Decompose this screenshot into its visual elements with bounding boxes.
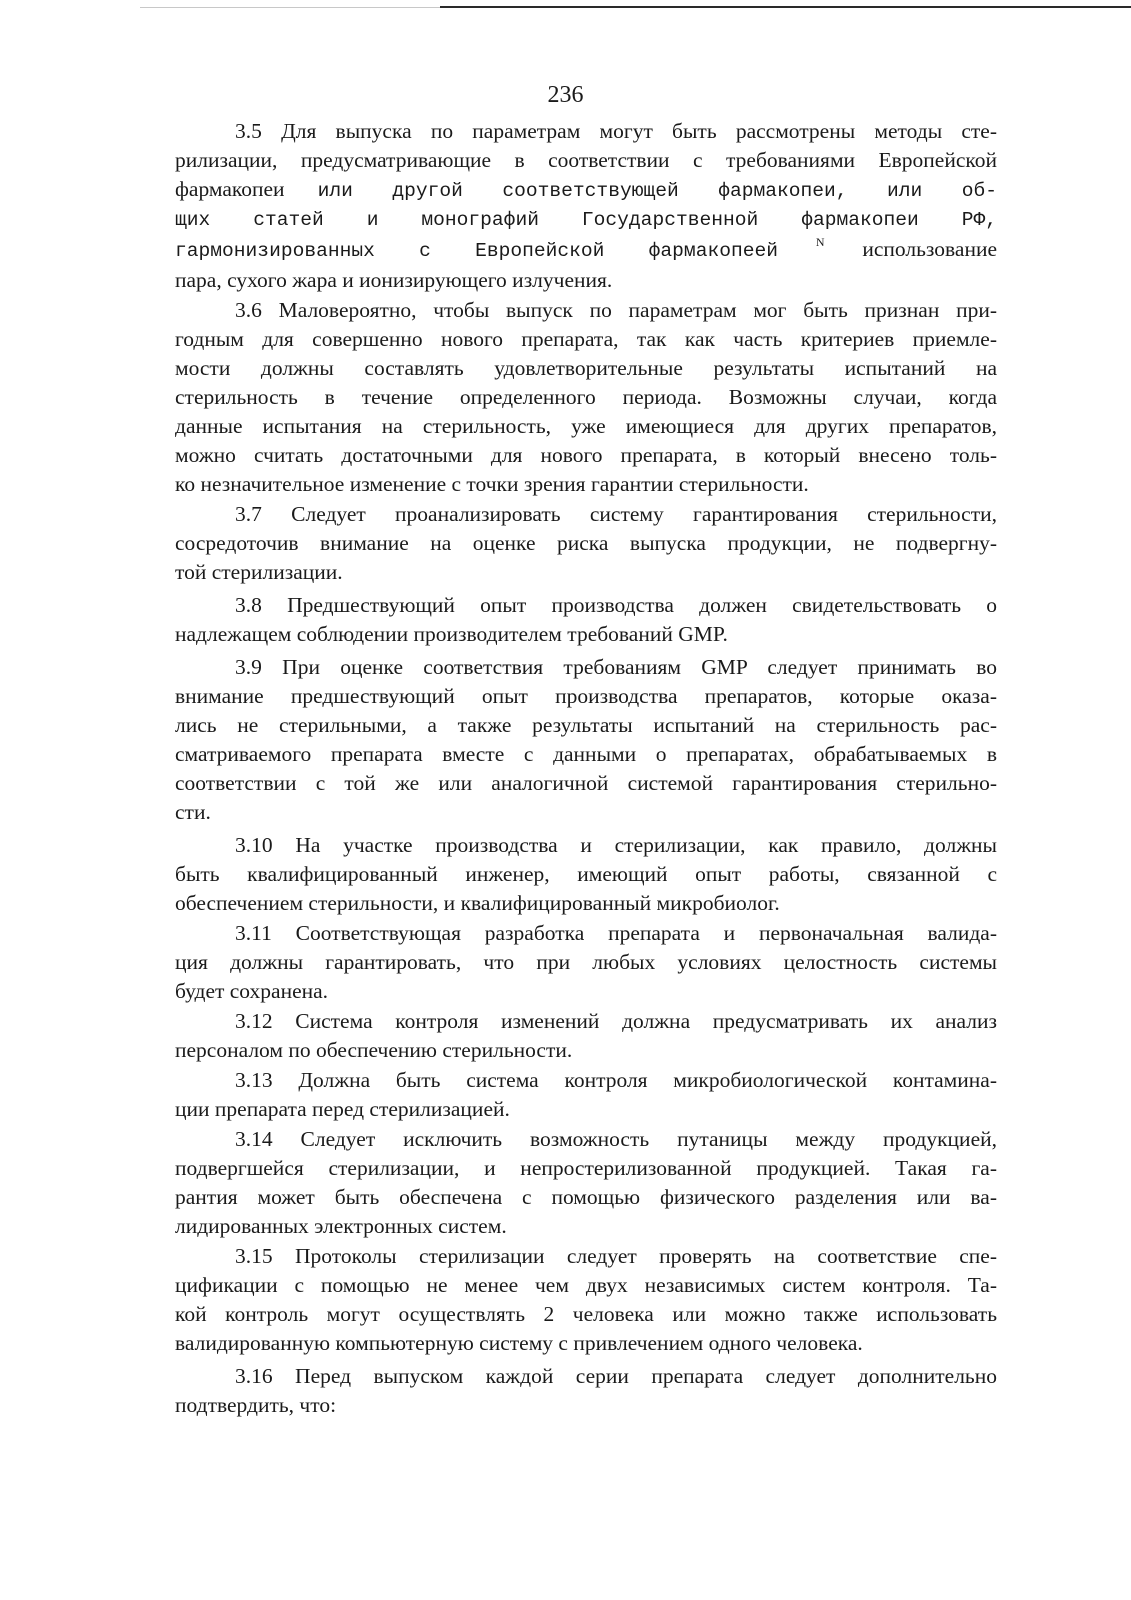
text-fragment: использование xyxy=(862,237,997,261)
text-line: быть квалифицированный инженер, имеющий опыт работы, связанной с xyxy=(175,862,997,886)
text-line: 3.10 На участке производства и стерилизации, как правило, должны xyxy=(235,833,997,857)
text-line: 3.12 Система контроля изменений должна предусматривать их анализ xyxy=(235,1009,997,1033)
text-line: 3.8 Предшествующий опыт производства должен свидетельствовать о xyxy=(235,593,997,617)
text-line: валидированную компьютерную систему с привлечением одного человека. xyxy=(175,1331,863,1355)
text-line-mono: щих статей и монографий Государственной фармакопеи РФ, xyxy=(175,209,997,231)
top-rule xyxy=(440,6,1131,8)
top-rule-thin xyxy=(140,7,440,8)
text-line: 3.13 Должна быть система контроля микробиологической контамина- xyxy=(235,1068,997,1092)
text-fragment-mono: или другой соответствующей фармакопеи, или об- xyxy=(317,180,997,202)
paragraph-3-13 xyxy=(175,1066,997,1124)
text-line: внимание предшествующий опыт производства препаратов, которые оказа- xyxy=(175,684,997,708)
footnote-mark: N xyxy=(815,235,825,249)
text-line: сматриваемого препарата вместе с данными о препаратах, обрабатываемых в xyxy=(175,742,997,766)
paragraph-3-9 xyxy=(175,653,997,827)
text-line: той стерилизации. xyxy=(175,560,343,584)
text-line: цификации с помощью не менее чем двух независимых систем контроля. Та- xyxy=(175,1273,997,1297)
text-line: ции препарата перед стерилизацией. xyxy=(175,1097,510,1121)
paragraph-3-12 xyxy=(175,1007,997,1065)
text-line: будет сохранена. xyxy=(175,979,329,1003)
text-line: обеспечением стерильности, и квалифицированный микробиолог. xyxy=(175,891,780,915)
text-line: подвергшейся стерилизации, и непростерилизованной продукцией. Такая га- xyxy=(175,1156,997,1180)
text-line xyxy=(175,175,997,206)
text-line: 3.16 Перед выпуском каждой серии препарата следует дополнительно xyxy=(235,1364,997,1388)
text-line: надлежащем соблюдении производителем требований GMP. xyxy=(175,622,728,646)
paragraph-3-8 xyxy=(175,591,997,649)
text-line: 3.15 Протоколы стерилизации следует проверять на соответствие спе- xyxy=(235,1244,997,1268)
text-line: мости должны составлять удовлетворительные результаты испытаний на xyxy=(175,356,997,380)
text-line: персоналом по обеспечению стерильности. xyxy=(175,1038,573,1062)
text-line: соответствии с той же или аналогичной системой гарантирования стерильно- xyxy=(175,771,997,795)
paragraph-3-14 xyxy=(175,1125,997,1241)
text-line: 3.14 Следует исключить возможность путаницы между продукцией, xyxy=(235,1127,997,1151)
text-line: сосредоточив внимание на оценке риска выпуска продукции, не подвергну- xyxy=(175,531,997,555)
text-line: 3.7 Следует проанализировать систему гарантирования стерильности, xyxy=(235,502,997,526)
text-line: ция должны гарантировать, что при любых условиях целостность системы xyxy=(175,950,997,974)
text-line: данные испытания на стерильность, уже имеющиеся для других препаратов, xyxy=(175,414,997,438)
paragraph-3-7 xyxy=(175,500,997,587)
text-line: рантия может быть обеспечена с помощью физического разделения или ва- xyxy=(175,1185,997,1209)
text-line xyxy=(175,235,997,266)
text-fragment: фармакопеи xyxy=(175,177,285,201)
text-line: лидированных электронных систем. xyxy=(175,1214,507,1238)
paragraph-3-16 xyxy=(175,1362,997,1420)
text-line: сти. xyxy=(175,800,211,824)
page-number: 236 xyxy=(547,82,584,108)
text-fragment-mono: гармонизированных с Европейской фармакопеей xyxy=(175,240,778,262)
text-line: 3.5 Для выпуска по параметрам могут быть рассмотрены методы сте- xyxy=(235,119,997,143)
text-line: лись не стерильными, а также результаты испытаний на стерильность рас- xyxy=(175,713,997,737)
paragraph-3-11 xyxy=(175,919,997,1006)
text-line: 3.6 Маловероятно, чтобы выпуск по параметрам мог быть признан при- xyxy=(235,298,997,322)
text-line: рилизации, предусматривающие в соответствии с требованиями Европейской xyxy=(175,148,997,172)
paragraph-3-6 xyxy=(175,296,997,499)
text-line: годным для совершенно нового препарата, так как часть критериев приемле- xyxy=(175,327,997,351)
text-line: можно считать достаточными для нового препарата, в который внесено толь- xyxy=(175,443,997,467)
text-line: 3.9 При оценке соответствия требованиям GMP следует принимать во xyxy=(235,655,997,679)
text-line: пара, сухого жара и ионизирующего излучения. xyxy=(175,268,613,292)
text-line: подтвердить, что: xyxy=(175,1393,337,1417)
document-body xyxy=(175,117,997,1420)
paragraph-3-5 xyxy=(175,117,997,295)
paragraph-3-15 xyxy=(175,1242,997,1358)
text-line: 3.11 Соответствующая разработка препарата и первоначальная валида- xyxy=(235,921,997,945)
text-line: ко незначительное изменение с точки зрения гарантии стерильности. xyxy=(175,472,809,496)
paragraph-3-10 xyxy=(175,831,997,918)
text-line: стерильность в течение определенного периода. Возможны случаи, когда xyxy=(175,385,997,409)
text-line: кой контроль могут осуществлять 2 человека или можно также использовать xyxy=(175,1302,997,1326)
